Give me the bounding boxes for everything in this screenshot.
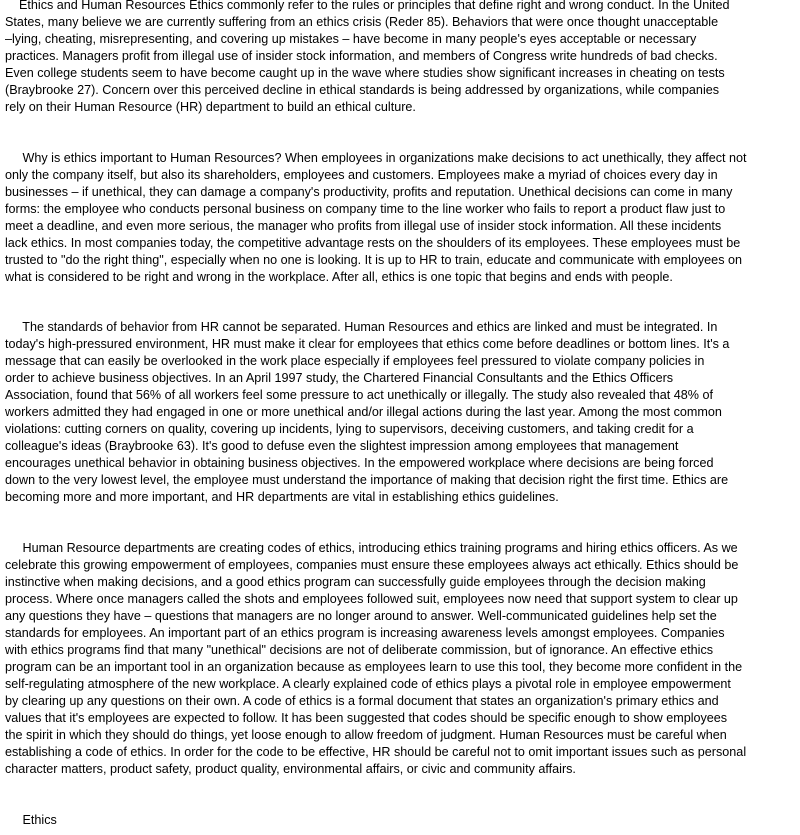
text-line: Ethics <box>5 813 57 827</box>
paragraph-codes-of-ethics <box>5 540 795 778</box>
paragraph-why-ethics-important <box>5 150 795 286</box>
text-line: encourages unethical behavior in obtaining business objectives. In the empowered workplace where decisions are being forced <box>5 456 714 470</box>
text-line: establishing a code of ethics. In order for the code to be effective, HR should be careful not to omit important issues such as personal <box>5 745 747 759</box>
paragraph-ethics-heading <box>5 812 795 829</box>
text-line: only the company itself, but also its shareholders, employees and customers. Employees make a myriad of choices every day in <box>5 168 718 182</box>
text-line: values that it's employees are expected to follow. It has been suggested that codes should be specific enough to show employees <box>5 711 728 725</box>
text-line: (Braybrooke 27). Concern over this perceived decline in ethical standards is being addressed by organizations, while companies <box>5 83 720 97</box>
text-line: self-regulating atmosphere of the new workplace. A clearly explained code of ethics plays a pivotal role in employee empowerment <box>5 677 731 691</box>
text-line: standards for employees. An important part of an ethics program is increasing awareness levels amongst employees. Companies <box>5 626 725 640</box>
text-line: –lying, cheating, misrepresenting, and covering up mistakes – have become in many people's eyes acceptable or necessary <box>5 32 697 46</box>
text-line: meet a deadline, and even more serious, the manager who profits from illegal use of insider stock information. All these incidents <box>5 219 722 233</box>
text-line: character matters, product safety, product quality, environmental affairs, or civic and community affairs. <box>5 762 576 776</box>
text-line: message that can easily be overlooked in the work place especially if employees feel pressured to violate company policies in <box>5 354 705 368</box>
text-line: what is considered to be right and wrong in the workplace. After all, ethics is one topic that begins and ends with people. <box>5 270 673 284</box>
paragraph-standards-of-behavior <box>5 319 795 506</box>
text-line: today's high-pressured environment, HR must make it clear for employees that ethics come before deadlines or bottom lines. It's a <box>5 337 730 351</box>
text-line: workers admitted they had engaged in one or more unethical and/or illegal actions during the last year. Among the most common <box>5 405 722 419</box>
text-line: Why is ethics important to Human Resources? When employees in organizations make decisions to act unethically, they affect not <box>5 151 747 165</box>
text-line: violations: cutting corners on quality, covering up incidents, lying to supervisors, deceiving customers, and taking credit for a <box>5 422 694 436</box>
text-line: down to the very lowest level, the employee must understand the importance of making that decision right the first time. Ethics are <box>5 473 729 487</box>
text-line: order to achieve business objectives. In an April 1997 study, the Chartered Financial Consultants and the Ethics Officers <box>5 371 674 385</box>
text-line: the spirit in which they should do things, yet loose enough to allow freedom of judgment. Human Resources must be careful when <box>5 728 727 742</box>
text-line: The standards of behavior from HR cannot be separated. Human Resources and ethics are linked and must be integrated. In <box>5 320 718 334</box>
text-line: Association, found that 56% of all workers feel some pressure to act unethically or illegally. The study also revealed that 48% of <box>5 388 713 402</box>
text-line: practices. Managers profit from illegal use of insider stock information, and members of Congress write hundreds of bad checks. <box>5 49 718 63</box>
text-line: any questions they have – questions that managers are no longer around to answer. Well-communicated guidelines help set the <box>5 609 717 623</box>
text-line: States, many believe we are currently suffering from an ethics crisis (Reder 85). Behaviors that were once thought unacceptable <box>5 15 719 29</box>
text-line: Ethics and Human Resources Ethics commonly refer to the rules or principles that define right and wrong conduct. In the United <box>5 0 730 12</box>
text-line: process. Where once managers called the shots and employees followed suit, employees now need that support system to clear up <box>5 592 738 606</box>
text-line: celebrate this growing empowerment of employees, companies must ensure these employees always act ethically. Ethics should be <box>5 558 739 572</box>
text-line: colleague's ideas (Braybrooke 63). It's good to defuse even the slightest impression among employees that management <box>5 439 679 453</box>
paragraph-introduction <box>5 0 795 116</box>
text-line: businesses – if unethical, they can damage a company's productivity, profits and reputation. Unethical decisions can come in many <box>5 185 733 199</box>
text-line: forms: the employee who conducts personal business on company time to the line worker who fails to report a product flaw just to <box>5 202 726 216</box>
text-line: trusted to "do the right thing", especially when no one is looking. It is up to HR to train, educate and communicate with employees on <box>5 253 742 267</box>
text-line: Even college students seem to have become caught up in the wave where studies show significant increases in cheating on tests <box>5 66 725 80</box>
text-line: program can be an important tool in an organization because as employees learn to use this tool, they become more confident in the <box>5 660 743 674</box>
text-line: becoming more and more important, and HR departments are vital in establishing ethics guidelines. <box>5 490 559 504</box>
text-line: instinctive when making decisions, and a good ethics program can successfully guide employees through the decision making <box>5 575 706 589</box>
text-line: Human Resource departments are creating codes of ethics, introducing ethics training programs and hiring ethics officers. As we <box>5 541 738 555</box>
text-line: lack ethics. In most companies today, the competitive advantage rests on the shoulders of its employees. These employees must be <box>5 236 741 250</box>
text-line: rely on their Human Resource (HR) department to build an ethical culture. <box>5 100 416 114</box>
text-line: with ethics programs find that many "unethical" decisions are not of deliberate commission, but of ignorance. An effective ethics <box>5 643 714 657</box>
text-line: by clearing up any questions on their own. A code of ethics is a formal document that states an organization's primary ethics and <box>5 694 719 708</box>
